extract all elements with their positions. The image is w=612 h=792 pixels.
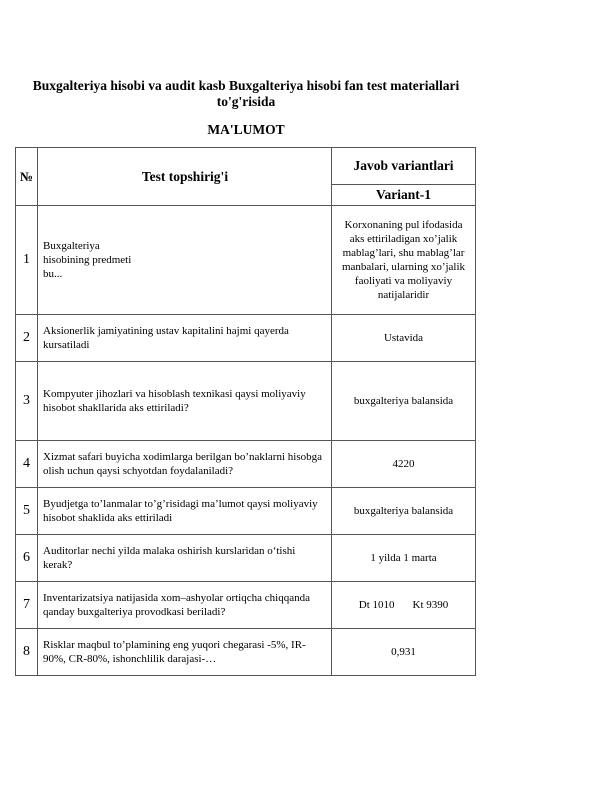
row-question: Xizmat safari buyicha xodimlarga berilgan bo’naklarni hisobga olish uchun qaysi schyotdan foydalaniladi? [38,441,332,488]
row-number: 5 [16,488,38,535]
row-number: 7 [16,582,38,629]
header-row [16,148,476,185]
table-row [16,535,476,582]
row-answer: buxgalteriya balansida [332,362,476,441]
row-question: Byudjetga to’lanmalar to’g’risidagi ma’lumot qaysi moliyaviy hisobot shaklida aks ettiriladi [38,488,332,535]
row-answer: buxgalteriya balansida [332,488,476,535]
row-number: 6 [16,535,38,582]
row-number: 1 [16,206,38,315]
header-answers: Javob variantlari [332,148,476,185]
row-number: 4 [16,441,38,488]
row-number: 8 [16,629,38,676]
row-number: 2 [16,315,38,362]
row-question-line: hisobining predmeti [43,254,132,266]
table-row [16,362,476,441]
table-row [16,629,476,676]
test-table [15,147,476,676]
row-question-line: Buxgalteriya [43,240,100,252]
table-row [16,441,476,488]
row-answer: Korxonaning pul ifodasida aks ettiriladigan xo’jalik mablag’lari, shu mablag’lar manbalari, ularning xo’jalik faoliyati va moliyaviy natijalaridir [332,206,476,315]
row-question: Risklar maqbul to’plamining eng yuqori chegarasi -5%, IR-90%, CR-80%, ishonchlilik darajasi-… [38,629,332,676]
table-row [16,206,476,315]
table-row [16,582,476,629]
row-answer: Ustavida [332,315,476,362]
document-title: Buxgalteriya hisobi va audit kasb Buxgalteriya hisobi fan test materiallari to'g'risida [32,78,460,109]
row-question: Inventarizatsiya natijasida xom–ashyolar ortiqcha chiqqanda qanday buxgalteriya provodkasi beriladi? [38,582,332,629]
row-question-line: bu... [43,268,63,280]
header-number: № [16,148,38,206]
row-question [38,206,332,315]
row-answer [332,582,476,629]
row-answer: 4220 [332,441,476,488]
row-answer: 1 yilda 1 marta [332,535,476,582]
answer-debit: Dt 1010 [358,599,395,611]
row-question: Aksionerlik jamiyatining ustav kapitalini hajmi qayerda kursatiladi [38,315,332,362]
row-question: Kompyuter jihozlari va hisoblash texnikasi qaysi moliyaviy hisobot shakllarida aks ettiriladi? [38,362,332,441]
header-question: Test topshirig'i [38,148,332,206]
row-question: Auditorlar nechi yilda malaka oshirish kurslaridan o‘tishi kerak? [38,535,332,582]
table-row [16,315,476,362]
header-variant: Variant-1 [332,185,476,206]
table-row [16,488,476,535]
row-number: 3 [16,362,38,441]
document-subtitle: MA'LUMOT [207,122,285,137]
answer-credit: Kt 9390 [412,599,449,611]
row-answer: 0,931 [332,629,476,676]
